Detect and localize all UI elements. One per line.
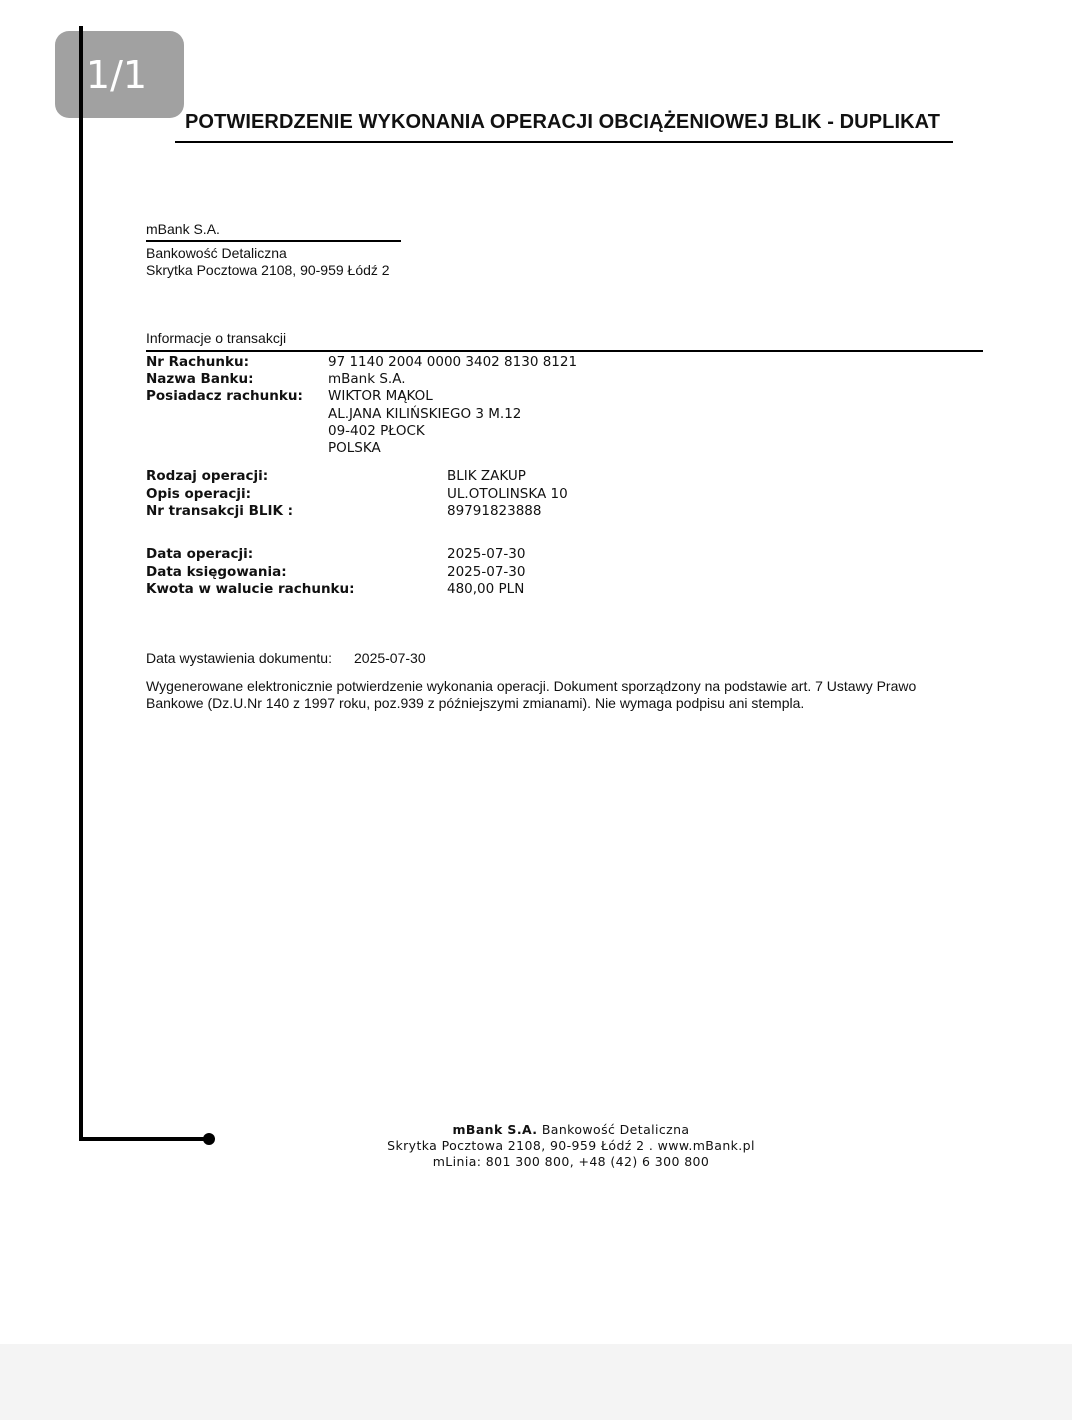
decorative-horizontal-line — [79, 1137, 209, 1141]
decorative-vertical-line — [79, 26, 83, 1141]
account-holder-country: POLSKA — [328, 440, 381, 456]
blik-transaction-label: Nr transakcji BLIK : — [146, 503, 294, 519]
account-holder-city: 09-402 PŁOCK — [328, 423, 425, 439]
amount-value: 480,00 PLN — [447, 581, 525, 597]
account-number-value: 97 1140 2004 0000 3402 8130 8121 — [328, 354, 578, 370]
footer-bank-department: Bankowość Detaliczna — [537, 1122, 690, 1137]
operation-type-value: BLIK ZAKUP — [447, 468, 526, 484]
account-holder-name: WIKTOR MĄKOL — [328, 388, 433, 404]
section-label: Informacje o transakcji — [146, 330, 287, 346]
footer-line-2: Skrytka Pocztowa 2108, 90-959 Łódź 2 . www.mBank.pl — [387, 1138, 755, 1153]
issue-date-value: 2025-07-30 — [354, 650, 426, 666]
bank-department: Bankowość Detaliczna — [146, 245, 287, 261]
footer-line-1 — [300, 1122, 842, 1138]
account-number-label: Nr Rachunku: — [146, 354, 249, 370]
amount-label: Kwota w walucie rachunku: — [146, 581, 355, 597]
account-holder-label: Posiadacz rachunku: — [146, 388, 303, 404]
operation-date-value: 2025-07-30 — [447, 546, 526, 562]
document-title: POTWIERDZENIE WYKONANIA OPERACJI OBCIĄŻENIOWEJ BLIK - DUPLIKAT — [184, 111, 941, 133]
blik-transaction-value: 89791823888 — [447, 503, 542, 519]
bank-name-label: Nazwa Banku: — [146, 371, 254, 387]
footer-bank-name: mBank S.A. — [452, 1122, 538, 1137]
footer-line-3: mLinia: 801 300 800, +48 (42) 6 300 800 — [432, 1154, 710, 1169]
account-holder-street: AL.JANA KILIŃSKIEGO 3 M.12 — [328, 406, 522, 422]
page-indicator: 1/1 — [55, 31, 184, 118]
booking-date-label: Data księgowania: — [146, 564, 287, 580]
viewer-bottom-bar — [0, 1344, 1072, 1420]
operation-description-label: Opis operacji: — [146, 486, 252, 502]
footer — [300, 1122, 842, 1170]
bank-address: Skrytka Pocztowa 2108, 90-959 Łódź 2 — [146, 262, 390, 278]
booking-date-value: 2025-07-30 — [447, 564, 526, 580]
bank-name-underline — [146, 240, 401, 242]
issue-date-label: Data wystawienia dokumentu: — [146, 650, 332, 666]
disclaimer-text: Wygenerowane elektronicznie potwierdzenie wykonania operacji. Dokument sporządzony na podstawie art. 7 Ustawy Prawo Bankowe (Dz.U.Nr 140 z 1997 roku, poz.939 z późniejszymi zmianami). Nie wymaga podpisu ani stempla. — [146, 678, 917, 711]
bank-name-value: mBank S.A. — [328, 371, 406, 387]
title-underline — [175, 141, 953, 143]
bank-name: mBank S.A. — [146, 221, 220, 237]
operation-type-label: Rodzaj operacji: — [146, 468, 269, 484]
operation-description-value: UL.OTOLINSKA 10 — [447, 486, 568, 502]
section-divider — [146, 350, 983, 352]
decorative-line-dot — [203, 1133, 215, 1145]
operation-date-label: Data operacji: — [146, 546, 254, 562]
